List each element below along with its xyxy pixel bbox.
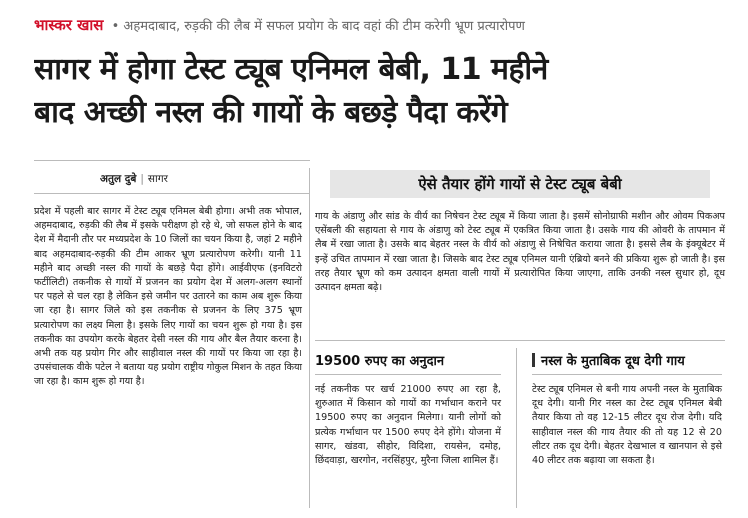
section3-text xyxy=(532,383,722,468)
byline-separator: | xyxy=(140,173,144,185)
kicker-line xyxy=(34,14,734,36)
section3-header xyxy=(532,350,722,369)
main-article-paragraph: प्रदेश में पहली बार सागर में टेस्ट ट्यूब एनिमल बेबी होगा। अभी तक भोपाल, अहमदाबाद, रुड़की की लैब में इसके परीक्षण हो रहे थे, जो सफल होने के बाद देश में मैदानी तौर पर मध्यप्रदेश के 10 जिलों का चयन किया है, जहां 2 महीने बाद अहमदाबाद-रुड़की की टीम आकर भ्रूण प्रत्यारोपण करेगी। यानी 11 महीने बाद अच्छी नस्ल की गायों के बछड़े पैदा होंगे। आईवीएफ (इनविटरो फर्टीलिटी) तकनीक से गायों में प्रजनन का प्रयोग देश में अलग-अलग स्थानों पर पहले से चल रहा है लेकिन इसे जमीन पर उतारने का काम अब शुरू किया जा रहा है। सागर जिले को इस तकनीक से प्रजनन के लिए 375 भ्रूण प्रत्यारोपण का लक्ष्य मिला है। इसके लिए गायों का चयन शुरू हो गया है। इस तकनीक का उपयोग करके बेहतर देसी नस्ल की गाय और बैल तैयार करना है। अभी तक यह प्रयोग गिर और साहीवाल नस्ल की गायों पर किया जा रहा है। उपसंचालक वीके पटेल ने बताया यह प्रयोग राष्ट्रीय गोकुल मिशन के तहत किया जा रहा है। काम शुरू हो गया है। xyxy=(34,206,302,388)
section3-marker xyxy=(532,353,535,367)
section3-heading: नस्ल के मुताबिक दूध देगी गाय xyxy=(541,354,685,369)
box-paragraph: गाय के अंडाणु और सांड के वीर्य का निषेचन टेस्ट ट्यूब में किया जाता है। इसमें सोनोग्राफी मशीन और ओवम पिकअप एसेंबली की सहायता से गाय के अंडाणु को टेस्ट ट्यूब में एकत्रित किया जाता है। उसके गाय की ओवरी के तापमान में लैब में रखा जाता है। उसके बाद बेहतर नस्ल के वीर्य को अंडाणु से निषेचित कराया जाता है। इससे लैब के इंक्यूबेटर में इन्हें उचित तापमान में रखा जाता है। जिसके बाद टेस्ट ट्यूब एनिमल यानी एंब्रियो बनने की प्रकिया शुरू हो जाती है। इस तरह तैयार भ्रूण को कम उत्पादन क्षमता वाली गायों में प्रत्यारोपित किया जाएगा, ताकि उनकी नस्ल सुधार हो, दूध उत्पादन क्षमता बढ़े। xyxy=(315,211,725,294)
byline-city: सागर xyxy=(147,173,168,185)
divider-byline xyxy=(34,193,310,194)
section2-paragraph: नई तकनीक पर खर्च 21000 रुपए आ रहा है, शुरुआत में किसान को गायों का गर्भाधान कराने पर 19500 रुपए का अनुदान मिलेगा। यानी लोगों को प्रत्येक गर्भाधान पर 1500 रुपए देने होंगे। योजना में सागर, खंडवा, सीहोर, विदिशा, रायसेन, दमोह, छिंदवाड़ा, खरगोन, नरसिंहपुर, मुरैना जिला शामिल हैं। xyxy=(315,384,501,467)
divider-section3 xyxy=(532,374,722,375)
section2-header xyxy=(315,350,501,369)
section2-heading: 19500 रुपए का अनुदान xyxy=(315,354,445,369)
headline xyxy=(34,48,724,134)
byline xyxy=(100,172,310,186)
main-article-text xyxy=(34,205,302,390)
section3-paragraph: टेस्ट ट्यूब एनिमल से बनी गाय अपनी नस्ल के मुताबिक दूध देगी। यानी गिर नस्ल का टेस्ट ट्यूब एनिमल बेबी तैयार किया तो वह 12-15 लीटर दूध रोज देगी। यदि साहीवाल नस्ल की गाय तैयार की तो यह 12 से 20 लीटर तक दूध देगी। बेहतर देखभाल व खानपान से इसे 40 लीटर तक बढ़ाया जा सकता है। xyxy=(532,384,722,467)
box-text xyxy=(315,210,725,295)
column-divider-left xyxy=(309,168,310,508)
section2-text xyxy=(315,383,501,468)
kicker-text: • अहमदाबाद, रुड़की की लैब में सफल प्रयोग के बाद वहां की टीम करेगी भ्रूण प्रत्यारोपण xyxy=(111,19,525,34)
byline-author: अतुल दुबे xyxy=(100,173,137,185)
divider-top-left xyxy=(34,160,310,161)
headline-line-2: बाद अच्छी नस्ल की गायों के बछड़े पैदा करेंगे xyxy=(34,95,508,130)
headline-line-1: सागर में होगा टेस्ट ट्यूब एनिमल बेबी, 11 महीने xyxy=(34,52,548,87)
divider-section2 xyxy=(315,374,501,375)
divider-middle xyxy=(315,340,725,341)
column-divider-right xyxy=(516,348,517,508)
brand-label: भास्कर खास xyxy=(34,16,104,34)
box-title: ऐसे तैयार होंगे गायों से टेस्ट ट्यूब बेबी xyxy=(330,170,710,198)
